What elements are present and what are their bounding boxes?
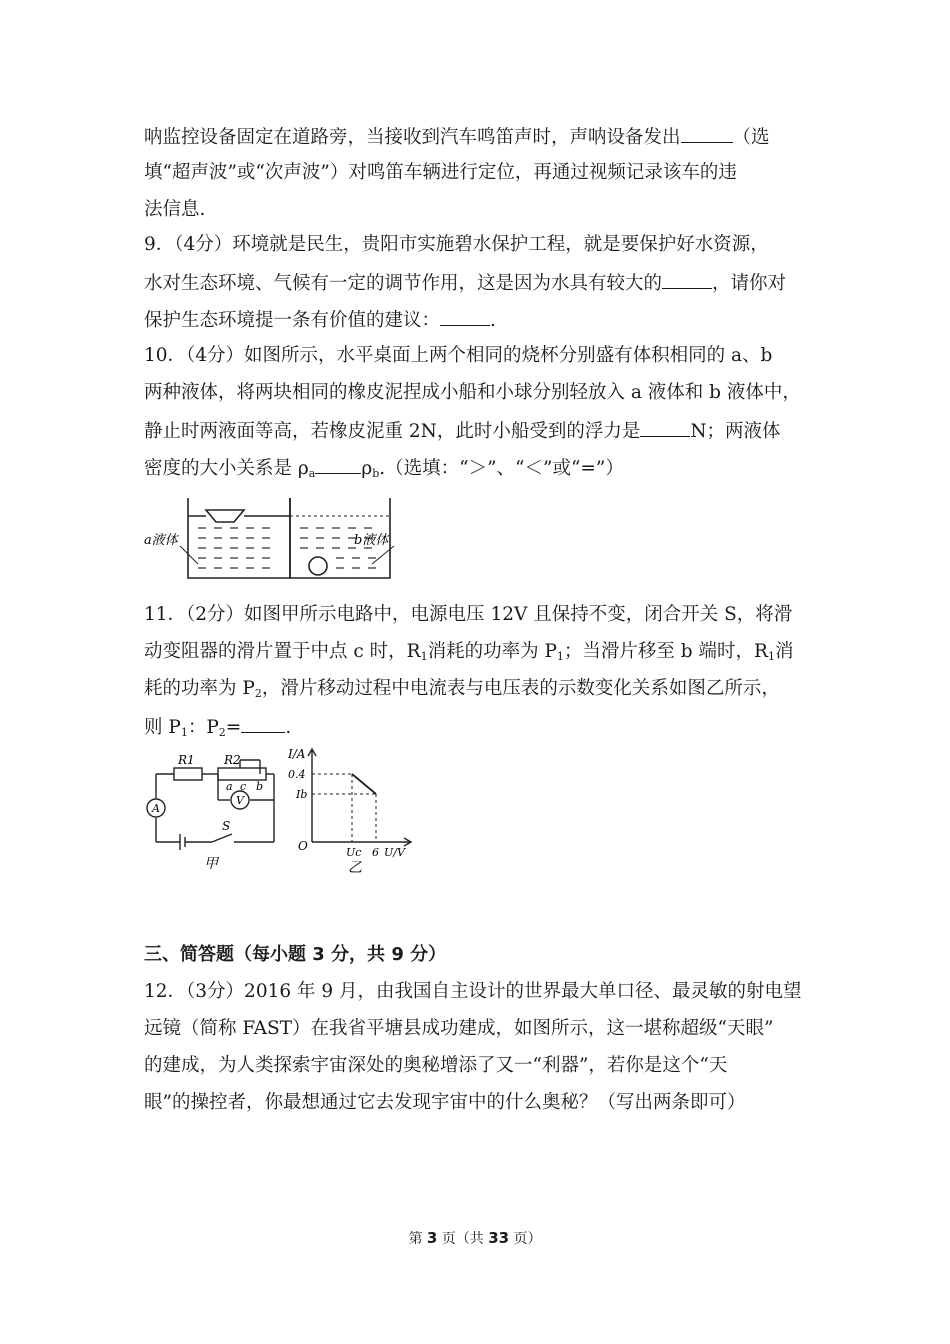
switch-label: S — [222, 819, 231, 833]
ball-shape — [309, 557, 327, 575]
origin-label: O — [298, 839, 308, 853]
label-b-liquid: b液体 — [354, 533, 389, 548]
ammeter-label: A — [152, 802, 160, 815]
text: 呐监控设备固定在道路旁，当接收到汽车鸣笛声时，声呐设备发出 — [144, 127, 681, 148]
q8-line-3: 法信息. — [144, 199, 206, 220]
text: 页） — [509, 1231, 542, 1247]
point-b-label: b — [256, 780, 264, 793]
q10-line-1: 10．（4分）如图所示，水平桌面上两个相同的烧杯分别盛有体积相同的 a、b — [144, 345, 773, 366]
switch-blade — [212, 834, 232, 842]
q12-line-2: 远镜（简称 FAST）在我省平塘县成功建成，如图所示，这一堪称超级“天眼” — [144, 1018, 774, 1039]
caption-jia: 甲 — [204, 856, 218, 872]
q10-line-2: 两种液体，将两块相同的橡皮泥捏成小船和小球分别轻放入 a 液体和 b 液体中， — [144, 382, 801, 403]
y-axis-label: I/A — [288, 747, 306, 761]
text: 消 — [774, 641, 794, 662]
q8-line-1 — [144, 124, 770, 150]
boat-shape — [206, 510, 244, 522]
x-tick-6: 6 — [372, 846, 379, 859]
text: ；当滑片移至 b 端时，R — [563, 641, 768, 662]
text: 静止时两液面等高，若橡皮泥重 2N，此时小船受到的浮力是 — [144, 421, 641, 442]
text: 水对生态环境、气候有一定的调节作用，这是因为水具有较大的 — [144, 273, 663, 294]
beakers-figure — [140, 492, 410, 584]
q10-line-4 — [144, 455, 624, 481]
q11-line-3 — [144, 677, 780, 701]
q11-line-1: 11．（2分）如图甲所示电路中，电源电压 12V 且保持不变，闭合开关 S，将滑 — [144, 604, 793, 625]
text: 保护生态环境提一条有价值的建议： — [144, 310, 441, 331]
point-c-label: c — [240, 780, 247, 793]
iu-graph — [308, 749, 411, 846]
text: 消耗的功率为 P — [427, 641, 557, 662]
point-a-label: a — [226, 780, 233, 793]
page-number: 3 — [426, 1229, 438, 1247]
y-tick-04: 0.4 — [288, 768, 306, 781]
text: 耗的功率为 P — [144, 678, 255, 699]
subscript: 2 — [218, 726, 226, 739]
q9-line-2 — [144, 270, 786, 296]
q10-line-3 — [144, 418, 781, 444]
text: ρ — [361, 458, 373, 479]
text: N；两液体 — [690, 421, 781, 442]
x-axis-label: U/V — [384, 846, 405, 859]
x-tick-uc: Uc — [346, 846, 362, 859]
text: 密度的大小关系是 ρ — [144, 458, 309, 479]
q9-line-1: 9．（4分）环境就是民生，贵阳市实施碧水保护工程，就是要保护好水资源， — [144, 234, 769, 255]
q12-line-3: 的建成，为人类探索宇宙深处的奥秘增添了又一“利器”，若你是这个“天 — [144, 1055, 728, 1076]
text: . — [490, 310, 496, 331]
text: 则 P — [144, 717, 181, 738]
q8-line-2: 填“超声波”或“次声波”）对鸣笛车辆进行定位，再通过视频记录该车的违 — [144, 162, 737, 183]
caption-yi: 乙 — [348, 860, 362, 876]
q11-line-4 — [144, 714, 291, 740]
text: 动变阻器的滑片置于中点 c 时，R — [144, 641, 421, 662]
r2-label: R2 — [224, 753, 241, 767]
answer-blank — [681, 124, 733, 143]
subscript: 1 — [420, 650, 428, 663]
iu-line — [352, 774, 376, 794]
answer-blank — [640, 418, 690, 437]
liquid-dashes — [198, 528, 376, 568]
text: 第 — [408, 1231, 427, 1247]
label-a-liquid: a液体 — [144, 533, 178, 548]
answer-blank — [315, 455, 361, 474]
total-pages: 33 — [488, 1229, 510, 1247]
q12-line-1: 12．（3分）2016 年 9 月，由我国自主设计的世界最大单口径、最灵敏的射电望 — [144, 981, 802, 1002]
answer-blank — [662, 270, 712, 289]
text: ，请你对 — [712, 273, 787, 294]
q9-line-3 — [144, 307, 496, 333]
subscript: b — [372, 467, 380, 480]
section-3-heading: 三、简答题（每小题 3 分，共 9 分） — [144, 944, 447, 965]
answer-blank — [241, 714, 285, 733]
subscript: 1 — [767, 650, 775, 663]
q11-line-2 — [144, 640, 793, 664]
answer-blank — [440, 307, 490, 326]
text: 页（共 — [437, 1231, 489, 1247]
text: .（选填：“＞”、“＜”或“=”） — [379, 458, 624, 479]
y-tick-ib: Ib — [296, 788, 308, 801]
r1-label: R1 — [178, 753, 195, 767]
text: = — [225, 717, 242, 738]
resistor-r1 — [174, 768, 202, 780]
text: ，滑片移动过程中电流表与电压表的示数变化关系如图乙所示， — [261, 678, 780, 699]
subscript: 2 — [254, 687, 262, 700]
voltmeter-label: V — [236, 794, 244, 807]
subscript: a — [308, 467, 316, 480]
text: （选 — [732, 127, 770, 148]
rheostat-r2 — [218, 768, 266, 780]
circuit-diagram — [147, 760, 274, 850]
subscript: 1 — [556, 650, 564, 663]
circuit-and-graph-figure — [140, 746, 430, 878]
subscript: 1 — [180, 726, 188, 739]
page-footer — [0, 1228, 950, 1248]
text: ：P — [187, 717, 219, 738]
text: . — [285, 717, 292, 738]
q12-line-4: 眼”的操控者，你最想通过它去发现宇宙中的什么奥秘？（写出两条即可） — [144, 1092, 746, 1113]
